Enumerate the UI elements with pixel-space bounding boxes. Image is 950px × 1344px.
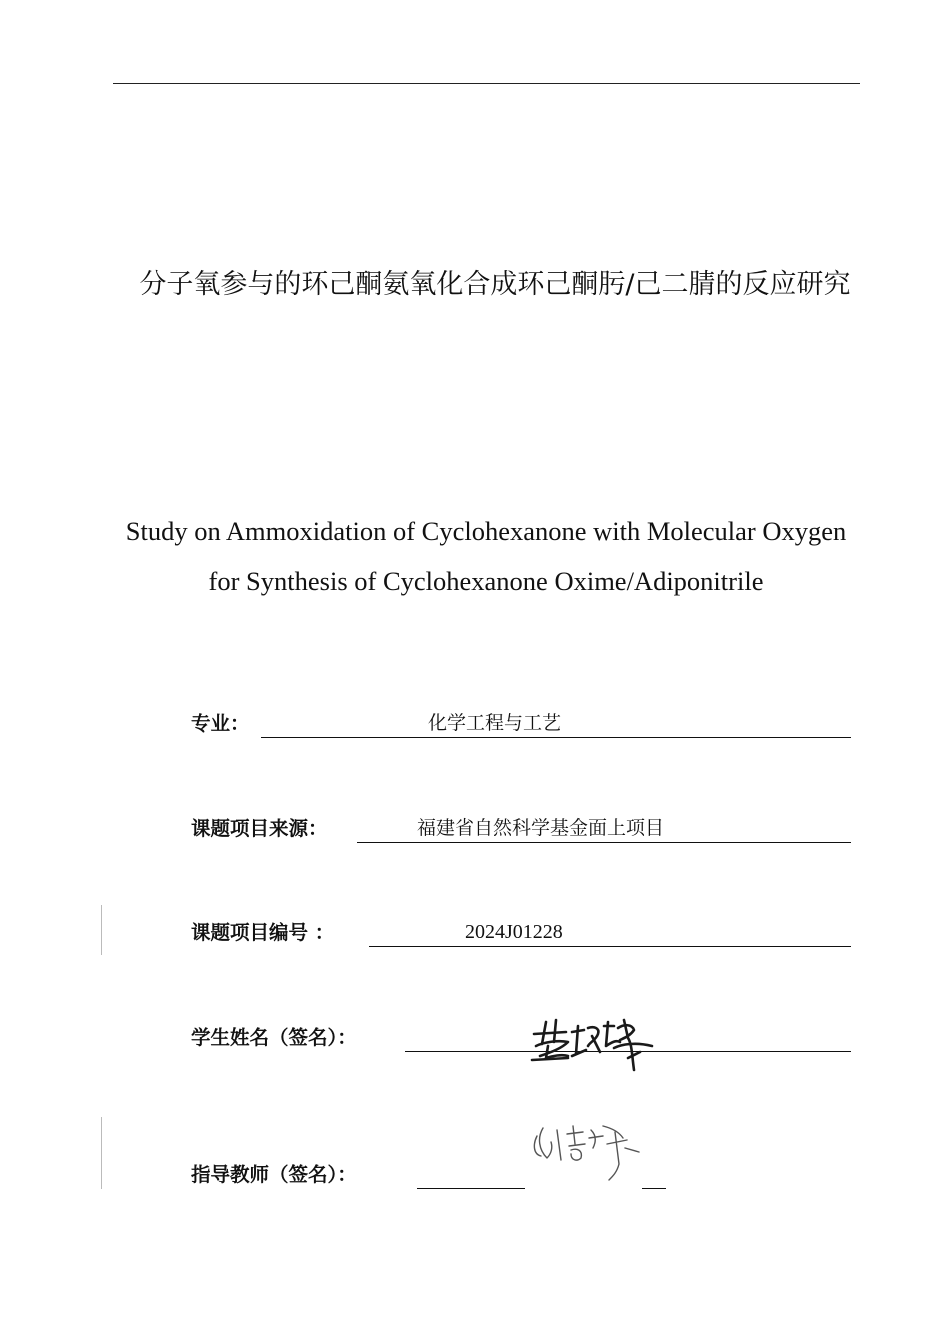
- project-source-underline: [357, 842, 851, 843]
- header-rule: [113, 83, 860, 84]
- project-number-field: [191, 919, 851, 949]
- advisor-underline-right: [642, 1188, 666, 1189]
- student-name-label: 学生姓名（签名）：: [191, 1026, 357, 1049]
- project-source-field: [191, 815, 851, 845]
- chinese-title: 分子氧参与的环己酮氨氧化合成环己酮肟/己二腈的反应研究: [139, 269, 851, 300]
- margin-change-bar: [101, 1117, 102, 1189]
- margin-change-bar: [101, 905, 102, 955]
- project-number-label: 课题项目编号 ：: [191, 921, 335, 944]
- project-source-value: 福建省自然科学基金面上项目: [417, 817, 665, 839]
- major-field: [191, 710, 851, 740]
- project-number-value: 2024J01228: [465, 921, 563, 943]
- advisor-signature: [527, 1118, 645, 1184]
- project-number-underline: [369, 946, 851, 947]
- student-signature: [528, 1012, 658, 1078]
- english-title: Study on Ammoxidation of Cyclohexanone with Molecular Oxygen for Synthesis of Cyclohexanone Oxime/Adiponitrile: [125, 516, 847, 596]
- major-underline: [261, 737, 851, 738]
- major-value: 化学工程与工艺: [428, 712, 562, 734]
- major-label: 专业：: [191, 712, 250, 735]
- advisor-name-label: 指导教师（签名）：: [191, 1163, 357, 1186]
- student-name-field: [191, 1024, 851, 1054]
- project-source-label: 课题项目来源：: [191, 817, 328, 840]
- advisor-underline-left: [417, 1188, 525, 1189]
